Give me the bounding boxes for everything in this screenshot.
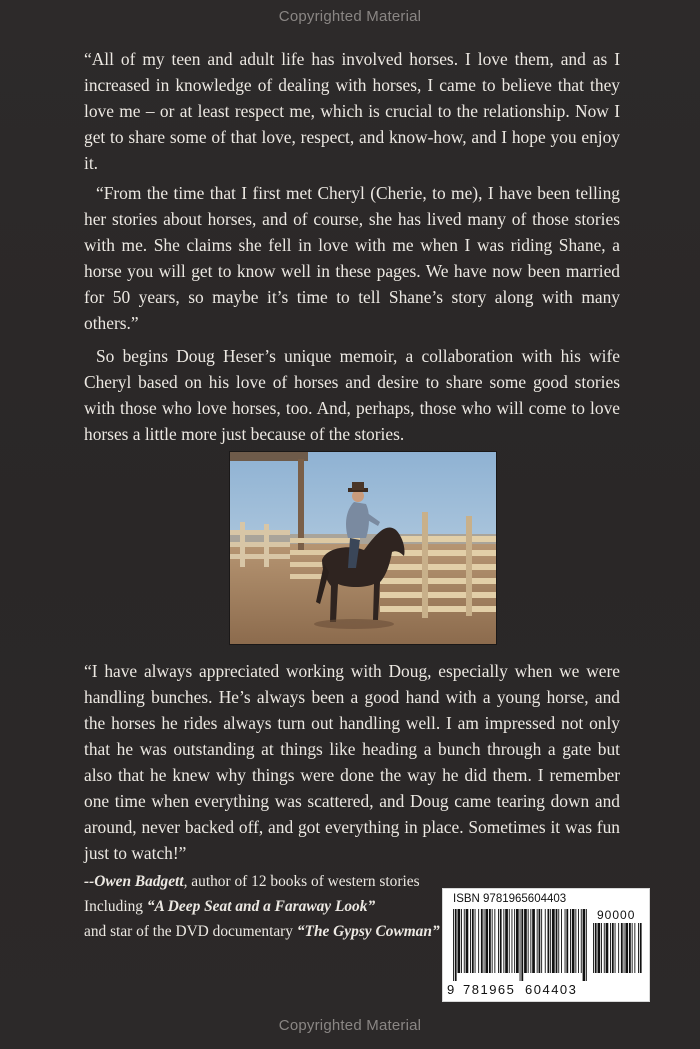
cheryl-quote-paragraph: “From the time that I first met Cheryl (Cherie, to me), I have been telling her stories about horses, and of course, she has lived many of those stories with me. She claims she fell in love with me when I was riding Shane, a horse you will get to know well in these pages. We have now been married for 50 years, so maybe it’s time to tell Shane’s story along with many others.” — [84, 183, 620, 333]
attribution-author: --Owen Badgett — [84, 873, 184, 890]
attribution-line-1 — [84, 869, 444, 894]
attribution-line-3 — [84, 919, 444, 944]
watermark-bottom: Copyrighted Material — [278, 1017, 422, 1034]
isbn-label: ISBN 9781965604403 — [453, 893, 567, 905]
testimonial-attribution — [84, 869, 444, 944]
summary-paragraph: So begins Doug Heser’s unique memoir, a collaboration with his wife Cheryl based on his love of horses and desire to share some good stories with those who love horses, too. And, perhaps, those who will come to love horses a little more just because of the stories. — [84, 346, 620, 444]
attribution-dvd-title: “The Gypsy Cowman” — [296, 923, 440, 940]
barcode-supplement-number: 90000 — [597, 908, 636, 922]
attribution-line-2 — [84, 894, 444, 919]
isbn-barcode — [442, 888, 650, 1002]
watermark-top: Copyrighted Material — [278, 8, 422, 25]
intro-quote-paragraph: “All of my teen and adult life has involved horses. I love them, and as I increased in knowledge of dealing with horses, I came to believe that they love me – or at least respect me, which is crucial to the relationship. Now I get to share some of that love, respect, and know-how, and I hope you enjoy it. — [84, 49, 620, 173]
horse-rider-icon — [230, 452, 496, 644]
attribution-line2-prefix: Including — [84, 898, 147, 915]
attribution-book-title: “A Deep Seat and a Faraway Look” — [146, 898, 376, 915]
attribution-author-desc: , author of 12 books of western stories — [183, 873, 420, 890]
testimonial-paragraph: “I have always appreciated working with Doug, especially when we were handling bunches. He’s always been a good hand with a young horse, and the horses he rides always turn out handling well. I am impressed not only that he was outstanding at things like heading a bunch through a gate but also that he knew why things were done the way he did them. I remember one time when everything was scattered, and Doug came tearing down and around, never backed off, and got everything in place. Sometimes it was fun just to watch!” — [84, 661, 620, 863]
barcode-digit-first: 9 — [447, 982, 456, 997]
horse-rider-photo — [229, 451, 497, 645]
attribution-line3-prefix: and star of the DVD documentary — [84, 923, 297, 940]
barcode-supplement-bars-icon — [593, 923, 643, 981]
barcode-digits-left: 781965 — [463, 982, 516, 997]
barcode-bars-icon — [453, 909, 587, 981]
barcode-digits-right: 604403 — [525, 982, 578, 997]
